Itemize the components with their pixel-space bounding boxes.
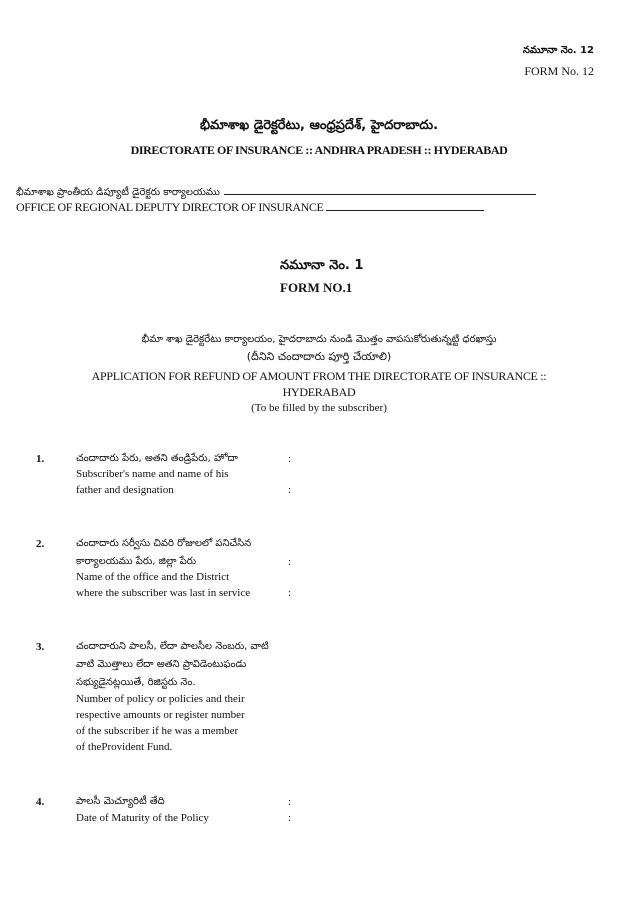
office-label-telugu: భీమాశాఖ ప్రాంతీయ డిప్యూటీ డైరెక్టరు కార్యాలయము — [16, 187, 220, 198]
item-number: 2. — [36, 538, 45, 550]
directorate-title-english: DIRECTORATE OF INSURANCE :: ANDHRA PRADESH :: HYDERABAD — [130, 143, 508, 157]
item-label-english: Subscriber's name and name of his — [76, 468, 229, 480]
item-number: 3. — [36, 641, 45, 653]
item-colon: : — [288, 556, 292, 568]
item-colon: : — [288, 484, 292, 496]
item-label-english: Date of Maturity of the Policy — [76, 812, 209, 824]
item-label-english: respective amounts or register number — [76, 709, 245, 721]
item-label-english: where the subscriber was last in service — [76, 587, 251, 599]
item-label-telugu: చందాదారు పేరు, అతని తండ్రిపేరు, హోదా — [76, 453, 238, 464]
item-number: 1. — [36, 453, 45, 465]
item-label-telugu: చందాదారు సర్వీసు చివరి రోజులలో పనిచేసిన — [76, 538, 252, 549]
item-label-telugu: సభ్యుడైనట్లయితే, రిజిస్టరు నెం. — [76, 677, 196, 688]
item-colon: : — [288, 796, 292, 808]
item-label-english: father and designation — [76, 484, 174, 496]
application-purpose-telugu: భీమా శాఖ డైరెక్టరేటు కార్యాలయం, హైదరాబాదు నుండి మొత్తం వాపసుకోరుతున్నట్టి ధరఖాస్తు — [141, 334, 497, 345]
item-label-english: of theProvident Fund. — [76, 741, 173, 753]
item-label-telugu: కార్యాలయము పేరు, జిల్లా పేరు — [76, 556, 197, 567]
item-label-english: Number of policy or policies and their — [76, 693, 245, 705]
item-label-telugu: పాలసీ మెచ్యూరిటీ తేది — [76, 796, 165, 807]
item-colon: : — [288, 453, 292, 465]
form-no-english: FORM NO.1 — [280, 280, 353, 295]
item-colon: : — [288, 587, 292, 599]
form-number-telugu: నమూనా నెం. 12 — [522, 45, 594, 56]
office-label-english: OFFICE OF REGIONAL DEPUTY DIRECTOR OF INSURANCE — [16, 200, 324, 214]
office-blank-line[interactable] — [224, 194, 536, 195]
office-blank-line-english[interactable] — [326, 210, 484, 211]
directorate-title-telugu: భీమాశాఖ డైరెక్టరేటు, ఆంధ్రప్రదేశ్, హైదరాబాదు. — [199, 118, 439, 133]
item-colon: : — [288, 812, 292, 824]
form-number-english: FORM No. 12 — [524, 64, 594, 78]
fill-note-english: (To be filled by the subscriber) — [251, 402, 387, 414]
office-line-telugu — [16, 182, 536, 200]
item-label-english: of the subscriber if he was a member — [76, 725, 239, 737]
application-title-english-line2: HYDERABAD — [282, 385, 356, 399]
item-label-telugu: వాటి మొత్తాలు లేదా అతని ప్రావిడెంటుఫండు — [76, 659, 247, 670]
item-label-english: Name of the office and the District — [76, 571, 230, 583]
application-title-english-line1: APPLICATION FOR REFUND OF AMOUNT FROM THE DIRECTORATE OF INSURANCE :: — [91, 369, 547, 383]
item-number: 4. — [36, 796, 45, 808]
item-label-telugu: చందాదారుని పాలసీ, లేదా పాలసీల నెంబరు, వాటి — [76, 641, 269, 652]
form-no-telugu: నమూనా నెం. 1 — [280, 258, 364, 273]
office-line-english — [16, 200, 484, 215]
fill-note-telugu: (దీనిని చందాదారు పూర్తి చేయాలి) — [246, 350, 392, 363]
